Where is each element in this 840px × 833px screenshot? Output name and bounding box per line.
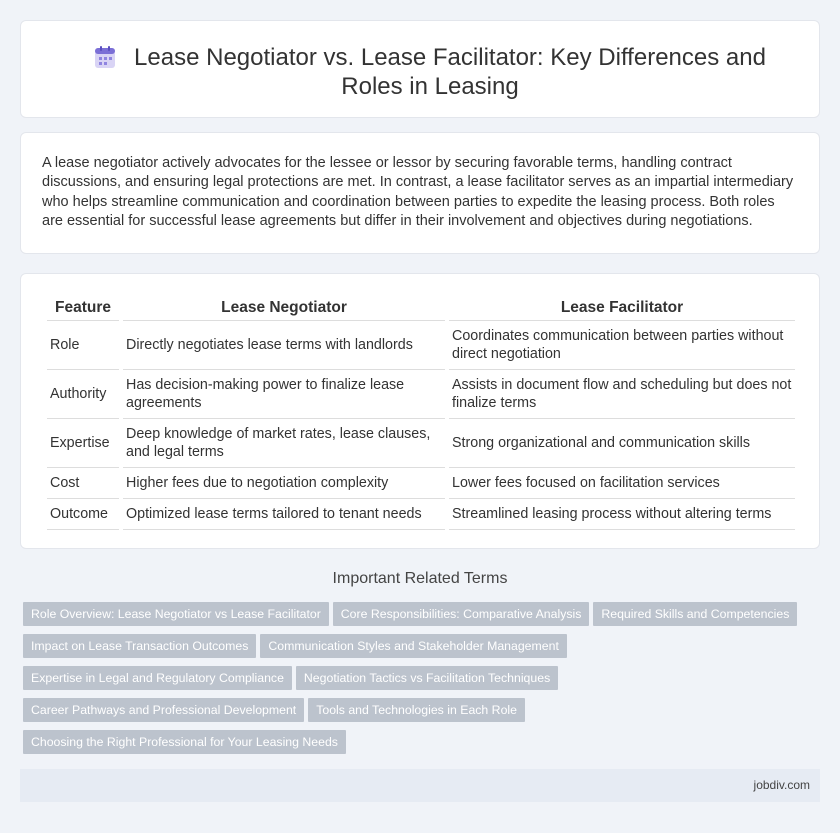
header-facilitator: Lease Facilitator xyxy=(449,296,795,321)
related-tag[interactable]: Negotiation Tactics vs Facilitation Techniques xyxy=(296,666,558,690)
related-tag[interactable]: Core Responsibilities: Comparative Analysis xyxy=(333,602,590,626)
footer-site-link[interactable]: jobdiv.com xyxy=(753,778,810,792)
row-negotiator: Higher fees due to negotiation complexity xyxy=(123,468,445,499)
related-tag[interactable]: Choosing the Right Professional for Your Leasing Needs xyxy=(23,730,346,754)
row-negotiator: Optimized lease terms tailored to tenant needs xyxy=(123,499,445,530)
related-terms-title: Important Related Terms xyxy=(332,570,508,587)
header-negotiator: Lease Negotiator xyxy=(123,296,445,321)
related-tag[interactable]: Communication Styles and Stakeholder Management xyxy=(260,634,567,658)
related-tag[interactable]: Career Pathways and Professional Development xyxy=(23,698,304,722)
row-facilitator: Coordinates communication between parties without direct negotiation xyxy=(449,321,795,370)
related-tag[interactable]: Expertise in Legal and Regulatory Compliance xyxy=(23,666,292,690)
row-negotiator: Directly negotiates lease terms with landlords xyxy=(123,321,445,370)
row-facilitator: Assists in document flow and scheduling but does not finalize terms xyxy=(449,370,795,419)
calendar-icon xyxy=(94,45,116,69)
row-feature: Expertise xyxy=(47,419,119,468)
related-tag[interactable]: Required Skills and Competencies xyxy=(593,602,797,626)
table-row xyxy=(47,468,795,499)
row-facilitator: Strong organizational and communication skills xyxy=(449,419,795,468)
header-feature: Feature xyxy=(47,296,119,321)
row-feature: Role xyxy=(47,321,119,370)
table-row xyxy=(47,419,795,468)
intro-paragraph: A lease negotiator actively advocates for the lessee or lessor by securing favorable terms, handling contract discussions, and ensuring legal protections are met. In contrast, a lease facilitator serves as an impartial intermediary who helps streamline communication and coordination between parties to expedite the leasing process. Both roles are essential for successful lease agreements but differ in their involvement and objectives during negotiations. xyxy=(42,155,794,230)
comparison-card xyxy=(20,273,820,549)
table-row xyxy=(47,321,795,370)
intro-card xyxy=(20,132,820,254)
table-row xyxy=(47,370,795,419)
comparison-table xyxy=(43,296,799,530)
page-title: Lease Negotiator vs. Lease Facilitator: Key Differences and Roles in Leasing xyxy=(134,44,766,100)
related-tag[interactable]: Role Overview: Lease Negotiator vs Lease Facilitator xyxy=(23,602,329,626)
row-feature: Authority xyxy=(47,370,119,419)
title-card xyxy=(20,20,820,118)
footer xyxy=(20,769,820,802)
table-header-row xyxy=(47,296,795,321)
row-facilitator: Streamlined leasing process without altering terms xyxy=(449,499,795,530)
row-facilitator: Lower fees focused on facilitation services xyxy=(449,468,795,499)
table-row xyxy=(47,499,795,530)
related-tag[interactable]: Impact on Lease Transaction Outcomes xyxy=(23,634,256,658)
row-feature: Outcome xyxy=(47,499,119,530)
related-terms-tags xyxy=(23,602,803,762)
related-tag[interactable]: Tools and Technologies in Each Role xyxy=(308,698,525,722)
row-negotiator: Deep knowledge of market rates, lease clauses, and legal terms xyxy=(123,419,445,468)
row-negotiator: Has decision-making power to finalize lease agreements xyxy=(123,370,445,419)
row-feature: Cost xyxy=(47,468,119,499)
page-title-wrap xyxy=(61,43,799,101)
